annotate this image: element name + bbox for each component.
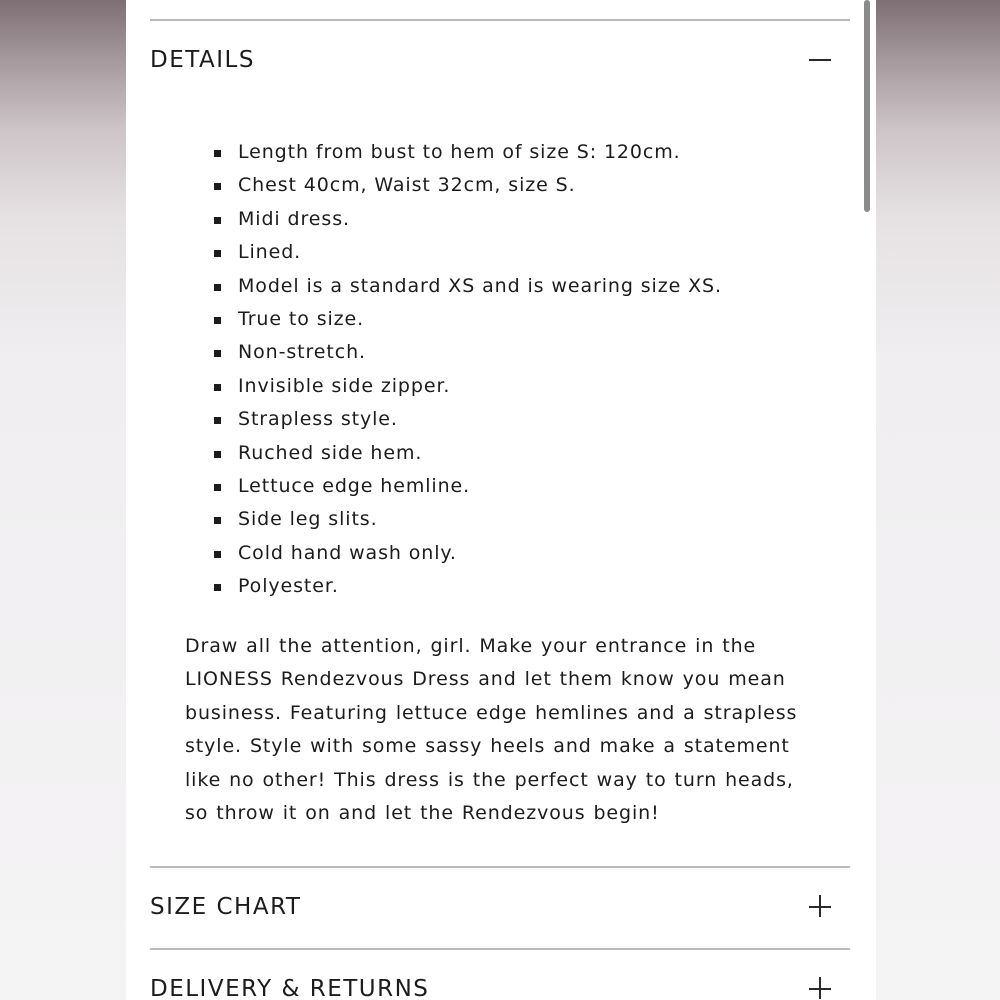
bullet-icon <box>214 517 221 524</box>
list-item-text: Lettuce edge hemline. <box>238 474 471 497</box>
plus-icon[interactable] <box>808 894 834 920</box>
list-item <box>238 303 722 336</box>
bullet-icon <box>214 451 221 458</box>
list-item <box>238 570 722 603</box>
list-item <box>238 336 722 369</box>
background-right <box>876 0 1000 1000</box>
list-item <box>238 236 722 269</box>
list-item-text: Cold hand wash only. <box>238 541 457 564</box>
details-title: DETAILS <box>150 47 255 73</box>
list-item <box>238 503 722 536</box>
list-item <box>238 169 722 202</box>
scrollbar-thumb[interactable] <box>864 0 870 212</box>
divider-top <box>150 19 850 21</box>
list-item-text: Midi dress. <box>238 207 350 230</box>
list-item-text: Length from bust to hem of size S: 120cm. <box>238 141 681 163</box>
minus-icon[interactable] <box>808 47 834 73</box>
list-item <box>238 136 722 169</box>
details-list <box>238 136 722 603</box>
list-item-text: Chest 40cm, Waist 32cm, size S. <box>238 174 576 197</box>
bullet-icon <box>214 417 221 424</box>
list-item <box>238 470 722 503</box>
bullet-icon <box>214 250 221 257</box>
list-item-text: Non-stretch. <box>238 341 366 364</box>
background-left <box>0 0 126 1000</box>
delivery-returns-accordion-header[interactable] <box>150 969 850 1000</box>
list-item-text: Model is a standard XS and is wearing size XS. <box>238 274 722 297</box>
plus-icon[interactable] <box>808 976 834 1000</box>
bullet-icon <box>214 384 221 391</box>
list-item-text: Ruched side hem. <box>238 441 423 464</box>
bullet-icon <box>214 183 221 190</box>
bullet-icon <box>214 484 221 491</box>
divider-size-chart <box>150 866 850 868</box>
list-item <box>238 270 722 303</box>
list-item-text: Lined. <box>238 241 302 264</box>
list-item-text: Invisible side zipper. <box>238 374 451 397</box>
size-chart-accordion-header[interactable] <box>150 887 850 927</box>
list-item-text: Side leg slits. <box>238 508 378 531</box>
product-description: Draw all the attention, girl. Make your entrance in the LIONESS Rendezvous Dress and let them know you mean business. Featuring lettuce edge hemlines and a strapless style. Style with some sassy heels and make a statement like no other! This dress is the perfect way to turn heads, so throw it on and let the Rendezvous begin! <box>185 635 798 825</box>
bullet-icon <box>214 217 221 224</box>
details-accordion-header[interactable] <box>150 40 850 80</box>
bullet-icon <box>214 350 221 357</box>
bullet-icon <box>214 284 221 291</box>
bullet-icon <box>214 584 221 591</box>
list-item-text: Polyester. <box>238 575 339 598</box>
divider-delivery <box>150 948 850 950</box>
bullet-icon <box>214 150 221 157</box>
list-item-text: Strapless style. <box>238 408 398 431</box>
size-chart-title: SIZE CHART <box>150 894 302 920</box>
list-item-text: True to size. <box>238 307 365 330</box>
list-item <box>238 437 722 470</box>
delivery-returns-title: DELIVERY & RETURNS <box>150 976 430 1000</box>
list-item <box>238 403 722 436</box>
list-item <box>238 370 722 403</box>
list-item <box>238 537 722 570</box>
list-item <box>238 203 722 236</box>
bullet-icon <box>214 551 221 558</box>
bullet-icon <box>214 317 221 324</box>
